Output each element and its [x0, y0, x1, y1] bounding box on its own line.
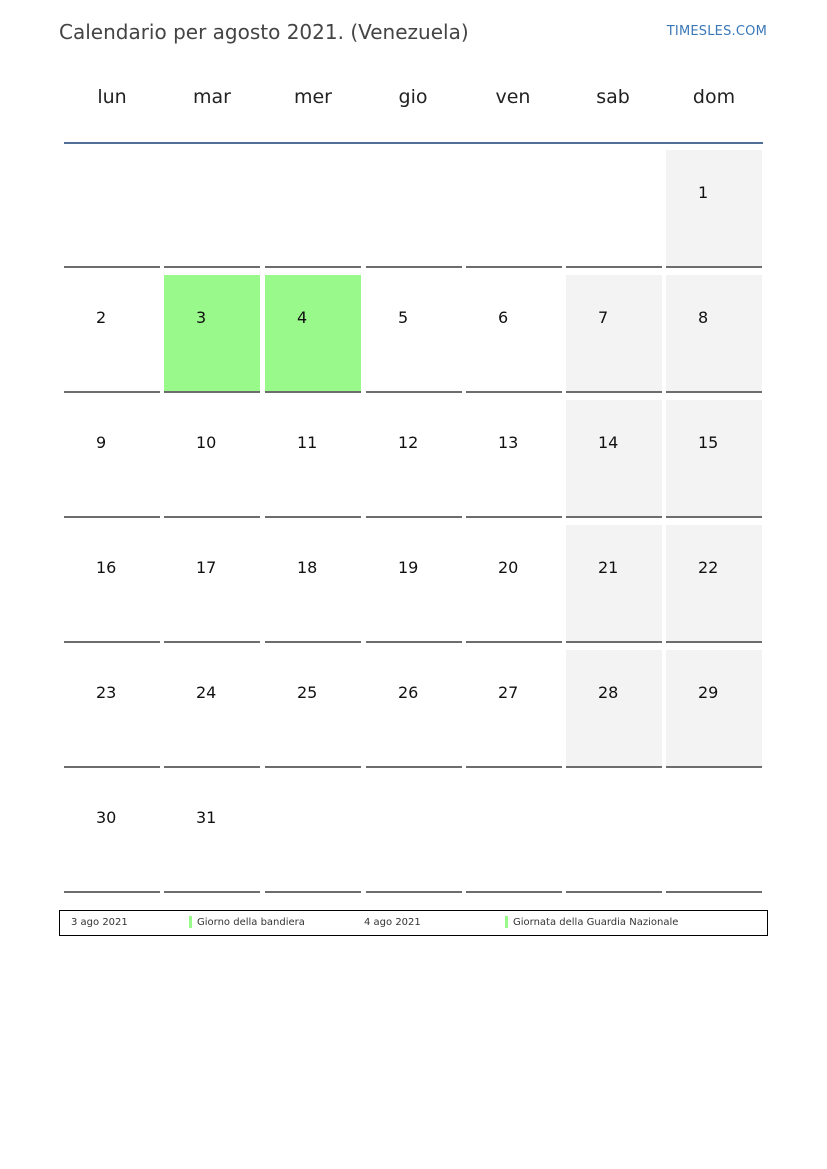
weekday-label-mon: lun [97, 86, 127, 108]
day-number: 21 [598, 558, 619, 577]
day-cell[interactable] [164, 775, 260, 893]
day-cell[interactable] [265, 400, 361, 518]
day-number: 25 [297, 683, 318, 702]
day-cell[interactable] [164, 275, 260, 393]
day-number: 4 [297, 308, 308, 327]
day-number: 2 [96, 308, 107, 327]
day-cell[interactable] [366, 275, 462, 393]
day-number: 17 [196, 558, 217, 577]
day-cell[interactable] [666, 650, 762, 768]
empty-day-cell [265, 150, 361, 268]
day-number: 24 [196, 683, 217, 702]
legend-date-2: 4 ago 2021 [364, 917, 421, 928]
weekday-label-sun: dom [692, 86, 736, 108]
legend-color-marker-1 [189, 916, 192, 928]
day-number: 1 [698, 183, 709, 202]
day-cell[interactable] [164, 650, 260, 768]
day-cell[interactable] [466, 525, 562, 643]
empty-day-cell [666, 775, 762, 893]
day-cell[interactable] [666, 525, 762, 643]
empty-day-cell [566, 775, 662, 893]
day-cell[interactable] [466, 275, 562, 393]
day-cell[interactable] [466, 650, 562, 768]
day-number: 14 [598, 433, 619, 452]
brand-link[interactable]: TIMESLES.COM [666, 24, 767, 39]
weekday-label-fri: ven [495, 86, 531, 108]
day-number: 7 [598, 308, 609, 327]
day-cell[interactable] [64, 775, 160, 893]
day-number: 16 [96, 558, 117, 577]
day-number: 8 [698, 308, 709, 327]
day-number: 12 [398, 433, 419, 452]
empty-day-cell [366, 775, 462, 893]
day-number: 11 [297, 433, 318, 452]
empty-day-cell [265, 775, 361, 893]
day-number: 31 [196, 808, 217, 827]
weekday-header-row [62, 86, 765, 122]
legend-date-1: 3 ago 2021 [71, 917, 128, 928]
day-number: 30 [96, 808, 117, 827]
day-cell[interactable] [566, 400, 662, 518]
day-cell[interactable] [265, 275, 361, 393]
day-cell[interactable] [366, 650, 462, 768]
day-number: 9 [96, 433, 107, 452]
day-cell[interactable] [64, 400, 160, 518]
day-number: 6 [498, 308, 509, 327]
day-number: 13 [498, 433, 519, 452]
day-number: 19 [398, 558, 419, 577]
day-number: 22 [698, 558, 719, 577]
header-divider [64, 142, 763, 144]
empty-day-cell [64, 150, 160, 268]
legend-holiday-name-2: Giornata della Guardia Nazionale [513, 917, 679, 928]
day-number: 10 [196, 433, 217, 452]
day-cell[interactable] [566, 525, 662, 643]
legend-color-marker-2 [505, 916, 508, 928]
empty-day-cell [466, 775, 562, 893]
empty-day-cell [366, 150, 462, 268]
page-title: Calendario per agosto 2021. (Venezuela) [59, 20, 469, 44]
day-cell[interactable] [566, 275, 662, 393]
day-number: 15 [698, 433, 719, 452]
day-number: 18 [297, 558, 318, 577]
legend-holiday-name-1: Giorno della bandiera [197, 917, 305, 928]
day-cell[interactable] [64, 275, 160, 393]
day-number: 28 [598, 683, 619, 702]
day-cell[interactable] [466, 400, 562, 518]
day-cell[interactable] [366, 525, 462, 643]
day-number: 29 [698, 683, 719, 702]
empty-day-cell [566, 150, 662, 268]
empty-day-cell [164, 150, 260, 268]
day-cell[interactable] [64, 650, 160, 768]
weekday-label-sat: sab [596, 86, 630, 108]
weekday-label-wed: mer [293, 86, 332, 108]
day-number: 3 [196, 308, 207, 327]
day-number: 5 [398, 308, 409, 327]
day-number: 26 [398, 683, 419, 702]
day-cell[interactable] [265, 650, 361, 768]
day-cell[interactable] [265, 525, 361, 643]
day-cell[interactable] [164, 400, 260, 518]
day-cell[interactable] [64, 525, 160, 643]
day-number: 20 [498, 558, 519, 577]
empty-day-cell [466, 150, 562, 268]
day-cell[interactable] [666, 400, 762, 518]
day-number: 27 [498, 683, 519, 702]
holiday-legend [59, 910, 768, 936]
day-cell[interactable] [366, 400, 462, 518]
day-number: 23 [96, 683, 117, 702]
day-cell[interactable] [566, 650, 662, 768]
weekday-label-thu: gio [398, 86, 428, 108]
day-cell[interactable] [164, 525, 260, 643]
day-cell[interactable] [666, 150, 762, 268]
weekday-label-tue: mar [193, 86, 231, 108]
day-cell[interactable] [666, 275, 762, 393]
